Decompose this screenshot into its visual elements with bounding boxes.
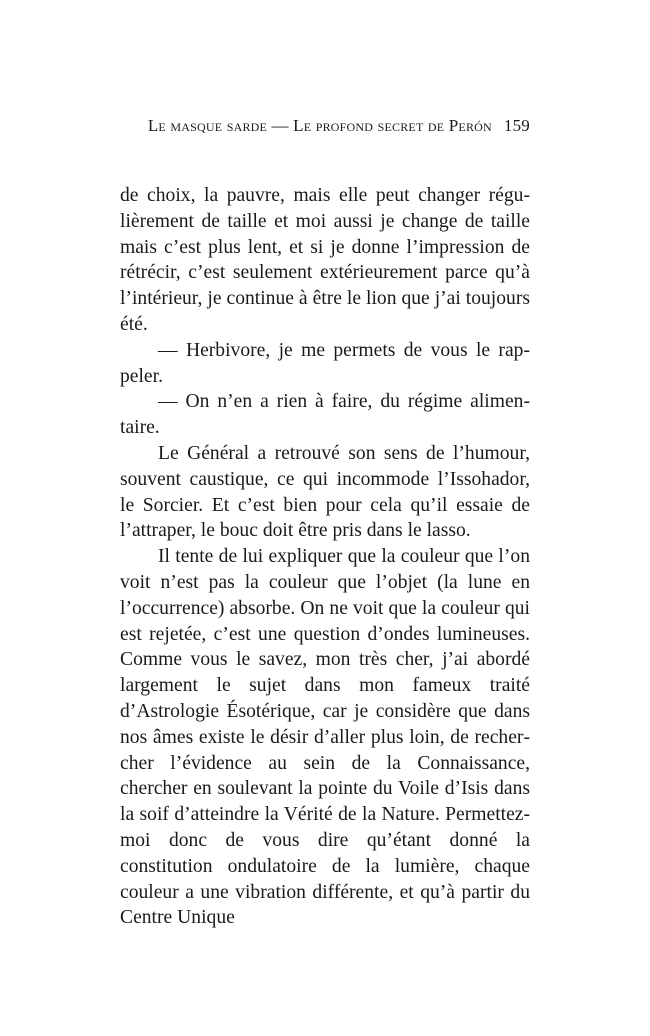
body-text — [120, 183, 530, 931]
paragraph: — On n’en a rien à faire, du régime alimentaire. — [120, 391, 530, 439]
book-page — [120, 0, 530, 1036]
paragraph: Le Général a retrouvé son sens de l’humour, souvent caustique, ce qui incommode l’Issohador, le Sorcier. Et c’est bien pour cela qu’il essaie de l’attraper, le bouc doit être pris dans le lasso. — [120, 442, 530, 542]
paragraph: Il tente de lui expliquer que la couleur que l’on voit n’est pas la couleur que l’objet (la lune en l’occurrence) absorbe. On ne voit que la couleur qui est rejetée, c’est une question d’ondes lumineuses. Comme vous le savez, mon très cher, j’ai abordé largement le sujet dans mon fameux traité d’Astrologie Ésotérique, car je considère que dans nos âmes existe le désir d’aller plus loin, de rechercher l’évidence au sein de la Connaissance, chercher en soulevant la pointe du Voile d’Isis dans la soif d’atteindre la Vérité de la Nature. Permettez-moi donc de vous dire qu’étant donné la constitution ondulatoire de la lumière, chaque couleur a une vibration différente, et qu’à partir du Centre Unique — [120, 546, 530, 929]
paragraph: de choix, la pauvre, mais elle peut changer régulièrement de taille et moi aussi je change de taille mais c’est plus lent, et si je donne l’impression de rétrécir, c’est seulement extérieurement parce qu’à l’intérieur, je continue à être le lion que j’ai toujours été. — [120, 185, 530, 335]
running-head-title: Le masque sarde — Le profond secret de Perón — [147, 116, 492, 135]
page-number: 159 — [503, 116, 530, 135]
paragraph: — Herbivore, je me permets de vous le rappeler. — [120, 339, 530, 387]
running-head — [120, 116, 530, 136]
